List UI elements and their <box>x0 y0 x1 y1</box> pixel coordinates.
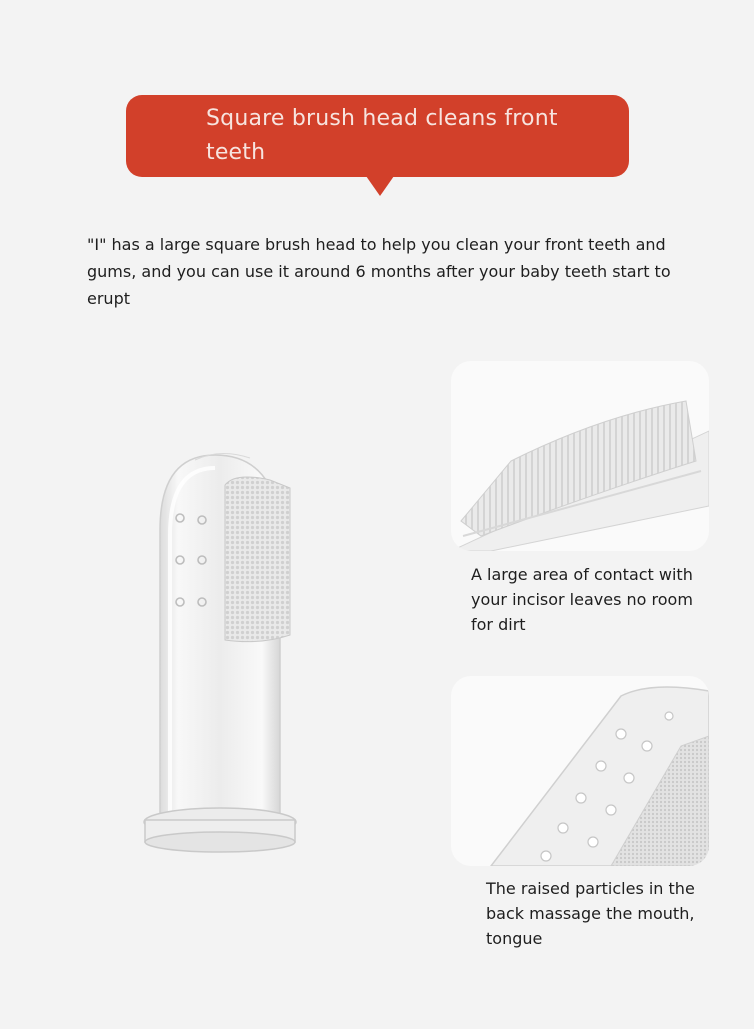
feature-image-raised-particles <box>451 676 709 866</box>
banner-pointer <box>366 176 394 196</box>
headline-banner <box>126 95 629 177</box>
raised-particles-closeup <box>451 676 709 866</box>
intro-text: "I" has a large square brush head to help you clean your front teeth and gums, and you can use it around 6 months after your baby teeth start to erupt <box>87 235 671 308</box>
feature-caption-1: A large area of contact with your incisor leaves no room for dirt <box>471 565 693 634</box>
finger-toothbrush-image <box>140 440 315 860</box>
brush-head-closeup <box>451 361 709 551</box>
feature-caption-2: The raised particles in the back massage the mouth, tongue <box>486 879 695 948</box>
feature-image-brush-head <box>451 361 709 551</box>
banner-title: Square brush head cleans front teeth <box>206 106 558 165</box>
